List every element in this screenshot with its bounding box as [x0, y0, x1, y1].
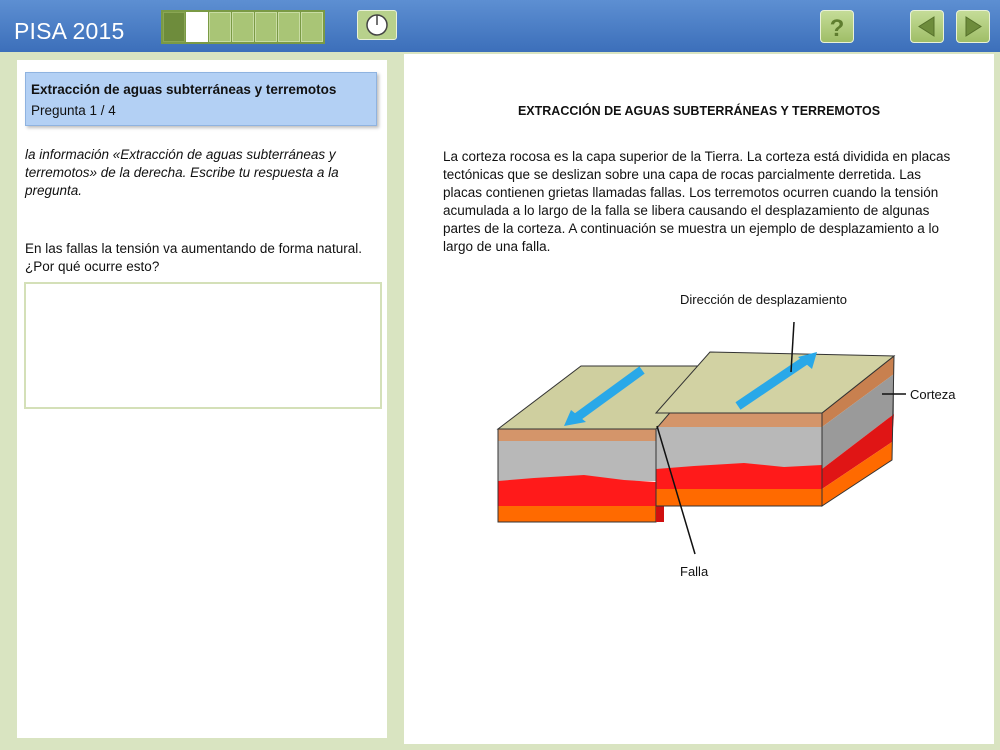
- arrow-right-icon: [957, 11, 989, 42]
- arrow-left-icon: [911, 11, 943, 42]
- question-counter: Pregunta 1 / 4: [31, 103, 116, 118]
- question-panel: [8, 54, 400, 746]
- next-button[interactable]: [956, 10, 990, 43]
- direction-label: Dirección de desplazamiento: [680, 292, 847, 307]
- progress-bar: [161, 10, 325, 44]
- left-block-front: [498, 429, 656, 522]
- progress-segment: [163, 12, 185, 42]
- progress-segment: [186, 12, 208, 42]
- progress-segment: [209, 12, 231, 42]
- question-header: [25, 72, 377, 126]
- question-mark-icon: [821, 11, 853, 42]
- progress-segment: [301, 12, 323, 42]
- question-panel-content: [17, 60, 387, 738]
- question-text: En las fallas la tensión va aumentando de forma natural. ¿Por qué ocurre esto?: [25, 241, 362, 274]
- fault-diagram: [494, 284, 974, 624]
- top-bar: [0, 0, 1000, 52]
- fault-label: Falla: [680, 564, 709, 579]
- crust-label: Corteza: [910, 387, 956, 402]
- right-block-front: [656, 413, 822, 506]
- stimulus-title: EXTRACCIÓN DE AGUAS SUBTERRÁNEAS Y TERREMOTOS: [517, 104, 881, 118]
- previous-button[interactable]: [910, 10, 944, 43]
- progress-segment: [232, 12, 254, 42]
- svg-text:?: ?: [829, 15, 845, 42]
- question-title: Extracción de aguas subterráneas y terremotos: [31, 82, 337, 97]
- answer-input[interactable]: [24, 282, 382, 409]
- timer-button[interactable]: [357, 10, 397, 40]
- help-button[interactable]: [820, 10, 854, 43]
- stimulus-panel: [404, 54, 994, 744]
- clock-icon: [365, 13, 389, 37]
- instruction-text: la información «Extracción de aguas subterráneas y terremotos» de la derecha. Escribe tu respuesta a la pregunta.: [25, 147, 339, 198]
- app-title: PISA 2015: [14, 18, 125, 44]
- progress-segment: [255, 12, 277, 42]
- stimulus-body: La corteza rocosa es la capa superior de la Tierra. La corteza está dividida en placas tectónicas que se deslizan sobre una capa de rocas parcialmente derretida. Las placas contienen grietas llamadas fallas. Los terremotos ocurren cuando la tensión acumulada a lo largo de la falla se libera causando el desplazamiento de algunas partes de la corteza. A continuación se muestra un ejemplo de desplazamiento a lo largo de una falla.: [443, 149, 951, 254]
- progress-segment: [278, 12, 300, 42]
